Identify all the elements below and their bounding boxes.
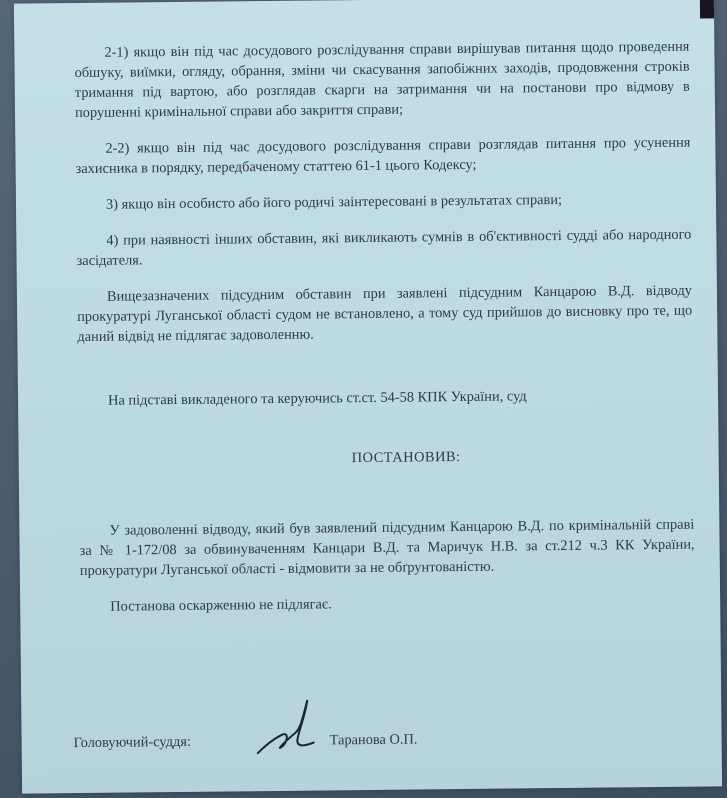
page-corner-mark <box>700 0 714 19</box>
judge-name: Таранова О.П. <box>329 731 418 749</box>
paragraph-2-2: 2-2) якщо він під час досудового розслідування справи розглядав питання про усунення захисника в порядку, передбаченому статтею 61-1 цього Кодексу; <box>75 134 691 178</box>
paragraph-4: 4) при наявності інших обставин, які викликають сумнів в об'єктивності судді або народного засідателя. <box>76 226 692 270</box>
paragraph-3: 3) якщо він особисто або його родичі заінтересовані в результатах справи; <box>105 191 563 213</box>
appeal-note: Постанова оскарженню не підлягає. <box>110 596 332 615</box>
judge-role: Головуючий-суддя: <box>73 733 192 752</box>
handwritten-signature <box>251 695 322 760</box>
decision-paragraph: У задоволенні відводу, який був заявлений підсудним Канцарою В.Д. по кримінальній справі за № 1-172/08 за обвинуваченням Канцари В.Д. та Маричук Н.В. за ст.212 ч.3 КК України, прокуратури Луганської області - відмовити за не обґрунтованістю. <box>79 516 695 580</box>
basis-statement: На підставі викладеного та керуючись ст.ст. 54-58 КПК України, суд <box>107 388 527 409</box>
paragraph-conclusion: Вищезазначених підсудним обставин при заявлені підсудним Канцарою В.Д. відводу прокуратурі Луганської області судом не встановлено, а тому суд прийшов до висновку про те, що даний відвід не підлягає задоволенню. <box>77 282 693 346</box>
document-page <box>14 0 722 794</box>
signature-block <box>73 691 674 757</box>
document-body <box>74 37 695 633</box>
resolution-title: ПОСТАНОВИВ: <box>351 449 461 467</box>
paragraph-2-1: 2-1) якщо він під час досудового розслідування справи вирішував питання щодо проведення обшуку, виїмки, огляду, обрання, зміни чи скасування запобіжних заходів, продовження строків тримання під вартою, або розглядав скарги на затримання чи на постанови про відмову в порушенні кримінальної справи або закриття справи; <box>74 38 690 122</box>
